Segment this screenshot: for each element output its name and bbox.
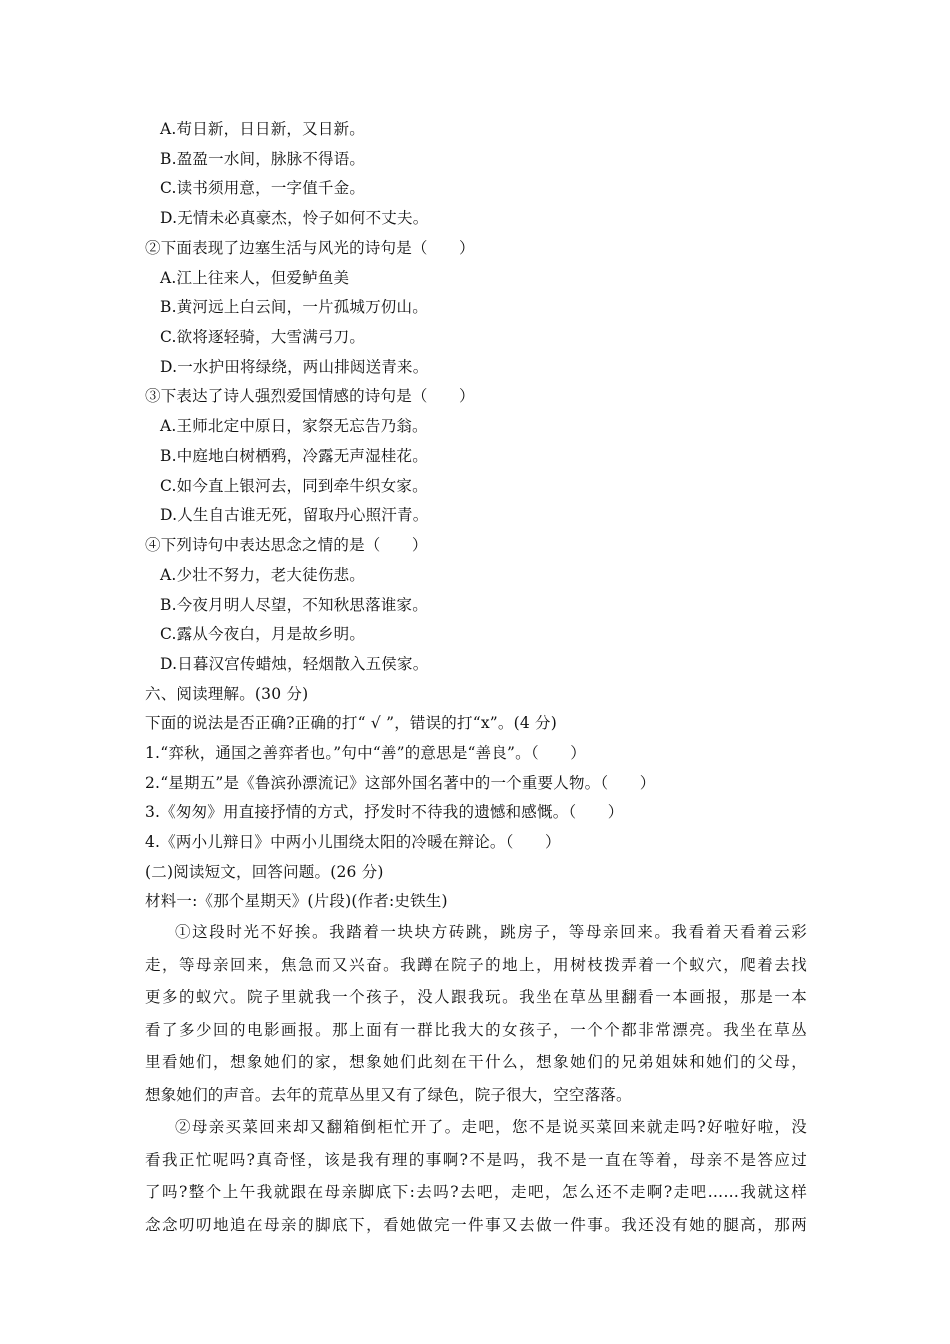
- q1-option-d: D.无情未必真豪杰，怜子如何不丈夫。: [160, 209, 429, 227]
- passage-p2-line-4: 念念叨叨地追在母亲的脚底下，看她做完一件事又去做一件事。我还没有她的腿高，那两: [145, 1216, 807, 1234]
- judge-item-1: 1.“弈秋，通国之善弈者也。”句中“善”的意思是“善良”。（ ）: [145, 744, 586, 762]
- passage-p2-line-1: ②母亲买菜回来却又翻箱倒柜忙开了。走吧，您不是说买菜回来就走吗?好啦好啦，没: [175, 1118, 807, 1136]
- q4-option-b: B.今夜月明人尽望，不知秋思落谁家。: [160, 596, 428, 614]
- q2-stem: ②下面表现了边塞生活与风光的诗句是（ ）: [145, 239, 475, 257]
- passage-p1-line-1: ①这段时光不好挨。我踏着一块块方砖跳，跳房子，等母亲回来。我看着天看着云彩: [175, 923, 807, 941]
- passage-p1-line-3: 更多的蚁穴。院子里就我一个孩子，没人跟我玩。我坐在草丛里翻看一本画报，那是一本: [145, 988, 807, 1006]
- judge-item-3: 3.《匆匆》用直接抒情的方式，抒发时不待我的遗憾和感慨。（ ）: [145, 803, 624, 821]
- q1-option-a: A.苟日新，日日新，又日新。: [160, 120, 365, 138]
- q2-option-a: A.江上往来人，但爱鲈鱼美: [160, 269, 350, 287]
- judge-item-2: 2.“星期五”是《鲁滨孙漂流记》这部外国名著中的一个重要人物。（ ）: [145, 774, 656, 792]
- passage-p1-line-4: 看了多少回的电影画报。那上面有一群比我大的女孩子，一个个都非常漂亮。我坐在草丛: [145, 1021, 807, 1039]
- q4-option-d: D.日暮汉宫传蜡烛，轻烟散入五侯家。: [160, 655, 429, 673]
- q2-option-c: C.欲将逐轻骑，大雪满弓刀。: [160, 328, 366, 346]
- material-one-title: 材料一:《那个星期天》(片段)(作者:史铁生): [145, 892, 448, 910]
- section-six-title: 六、阅读理解。(30 分): [145, 685, 309, 703]
- judge-item-4: 4.《两小儿辩日》中两小儿围绕太阳的冷暖在辩论。（ ）: [145, 833, 561, 851]
- q3-option-d: D.人生自古谁无死，留取丹心照汗青。: [160, 506, 429, 524]
- reading-section-title: (二)阅读短文，回答问题。(26 分): [145, 863, 384, 881]
- q2-option-d: D.一水护田将绿绕，两山排闼送青来。: [160, 358, 429, 376]
- passage-p1-line-6: 想象她们的声音。去年的荒草丛里又有了绿色，院子很大，空空落落。: [145, 1086, 632, 1104]
- q3-option-b: B.中庭地白树栖鸦，冷露无声湿桂花。: [160, 447, 428, 465]
- judge-intro: 下面的说法是否正确?正确的打“ √ ”，错误的打“x”。(4 分): [145, 714, 557, 732]
- q3-option-a: A.王师北定中原日，家祭无忘告乃翁。: [160, 417, 428, 435]
- passage-p1-line-2: 走，等母亲回来，焦急而又兴奋。我蹲在院子的地上，用树枝拨弄着一个蚁穴，爬着去找: [145, 956, 807, 974]
- q3-stem: ③下表达了诗人强烈爱国情感的诗句是（ ）: [145, 387, 475, 405]
- q1-option-b: B.盈盈一水间，脉脉不得语。: [160, 150, 366, 168]
- q4-option-c: C.露从今夜白，月是故乡明。: [160, 625, 366, 643]
- q2-option-b: B.黄河远上白云间，一片孤城万仞山。: [160, 298, 428, 316]
- q3-option-c: C.如今直上银河去，同到牵牛织女家。: [160, 477, 428, 495]
- q4-stem: ④下列诗句中表达思念之情的是（ ）: [145, 536, 428, 554]
- passage-p1-line-5: 里看她们，想象她们的家，想象她们此刻在干什么，想象她们的兄弟姐妹和她们的父母，: [145, 1053, 807, 1071]
- passage-p2-line-3: 了吗?整个上午我就跟在母亲脚底下:去吗?去吧，走吧，怎么还不走啊?走吧……我就这样: [145, 1183, 807, 1201]
- passage-p2-line-2: 看我正忙呢吗?真奇怪，该是我有理的事啊?不是吗，我不是一直在等着，母亲不是答应过: [145, 1151, 807, 1169]
- q4-option-a: A.少壮不努力，老大徒伤悲。: [160, 566, 365, 584]
- q1-option-c: C.读书须用意，一字值千金。: [160, 179, 366, 197]
